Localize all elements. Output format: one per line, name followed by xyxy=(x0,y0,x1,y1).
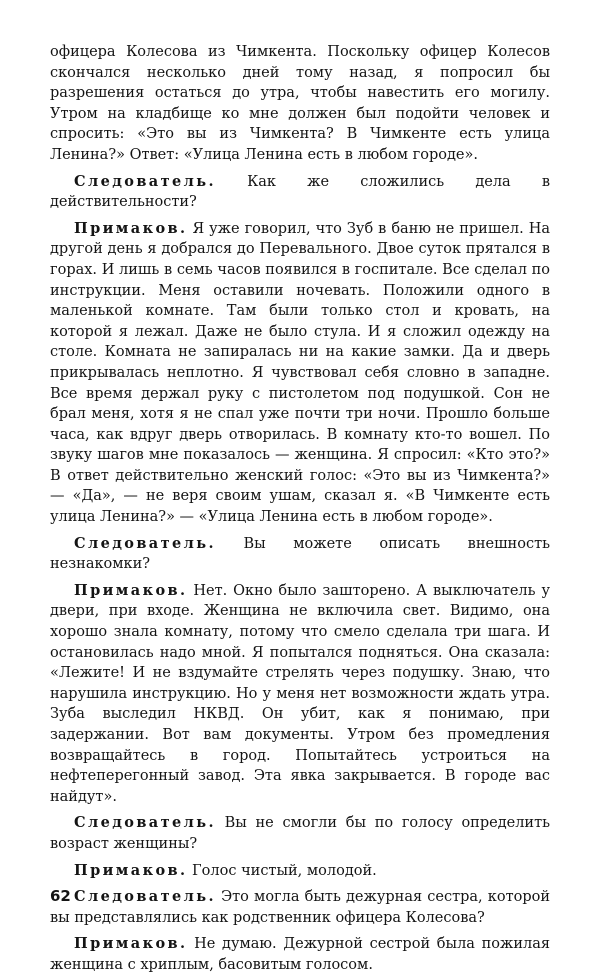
paragraph-text: Не думаю. Дежурной сестрой была пожилая женщина с хриплым, басовитым голосом. xyxy=(50,936,550,973)
paragraph-text: Нет. Окно было зашторено. А выключатель у двери, при входе. Женщина не включила свет. Видимо, она хорошо знала комнату, потому что смело сделала три шага. И остановилась надо мной. Я попытался подняться. Она сказала: «Лежите! И не вздумайте стрелять через подушку. Знаю, что нарушила инструкцию. Но у меня нет возможности ждать утра. Зуба выследил НКВД. Он убит, как я понимаю, при задержании. Вот вам документы. Утром без промедления возвращайтесь в город. Попытайтесь устроиться на нефтеперегонный завод. Эта явка закрывается. В городе вас найдут». xyxy=(50,582,550,805)
page-body xyxy=(50,42,550,976)
speaker-name: Примаков. xyxy=(74,935,188,953)
paragraph-text: Голос чистый, молодой. xyxy=(187,862,377,879)
speaker-name: Следователь. xyxy=(74,814,216,832)
dialogue-paragraph xyxy=(50,534,550,575)
dialogue-paragraph xyxy=(50,861,550,882)
dialogue-paragraph xyxy=(50,581,550,808)
speaker-name: Примаков. xyxy=(74,861,188,879)
paragraph-text: Как же сложились дела в действительности? xyxy=(50,173,550,211)
paragraph-text: Вы можете описать внешность незнакомки? xyxy=(50,535,550,573)
speaker-name: Следователь. xyxy=(74,172,216,190)
speaker-name: Следователь. xyxy=(74,534,216,552)
speaker-name: Примаков. xyxy=(74,219,188,237)
dialogue-paragraph xyxy=(50,219,550,528)
page-number: 62 xyxy=(50,887,71,905)
dialogue-paragraph xyxy=(50,934,550,975)
paragraph-text: Вы не смогли бы по голосу определить возраст женщины? xyxy=(50,815,550,852)
speaker-name: Примаков. xyxy=(74,581,188,599)
dialogue-paragraph xyxy=(50,813,550,854)
paragraph-text: офицера Колесова из Чимкента. Поскольку офицер Колесов скончался несколько дней тому назад, я попросил бы разрешения остаться до утра, чтобы навестить его могилу. Утром на кладбище ко мне должен был подойти человек и спросить: «Это вы из Чимкента? В Чимкенте есть улица Ленина?» Ответ: «Улица Ленина есть в любом городе». xyxy=(50,44,550,163)
speaker-name: Следователь. xyxy=(74,888,216,906)
dialogue-paragraph xyxy=(50,887,550,928)
paragraph-continuation xyxy=(50,42,550,166)
dialogue-paragraph xyxy=(50,172,550,213)
paragraph-text: Я уже говорил, что Зуб в баню не пришел. На другой день я добрался до Перевального. Двое суток прятался в горах. И лишь в семь часов появился в госпитале. Все сделал по инструкции. Меня оставили ночевать. Положили одного в маленькой комнате. Там были только стол и кровать, на которой я лежал. Даже не было стула. И я сложил одежду на столе. Комната не запиралась ни на какие замки. Да и дверь прикрывалась неплотно. Я чувствовал себя словно в западне. Все время держал руку с пистолетом под подушкой. Сон не брал меня, хотя я не спал уже почти три ночи. Прошло больше часа, как вдруг дверь отворилась. В комнату кто-то вошел. По звуку шагов мне показалось — женщина. Я спросил: «Кто это?» В ответ действительно женский голос: «Это вы из Чимкента?» — «Да», — не веря своим ушам, сказал я. «В Чимкенте есть улица Ленина?» — «Улица Ленина есть в любом городе». xyxy=(50,220,550,526)
paragraph-text: Это могла быть дежурная сестра, которой вы представлялись как родственник офицера Колесова? xyxy=(50,889,550,926)
